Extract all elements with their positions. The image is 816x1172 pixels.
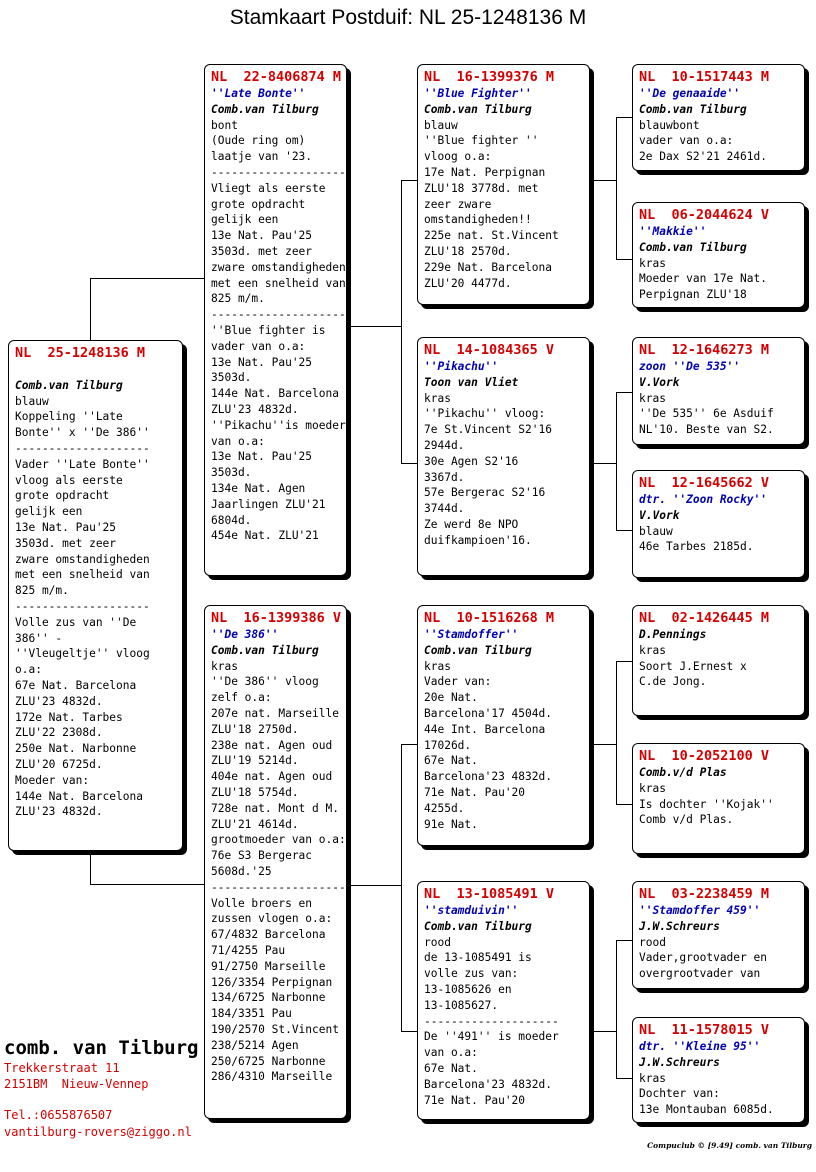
pedigree-note-line: rood [424, 935, 451, 949]
blank-line [15, 362, 176, 378]
pedigree-note-line: zeer zware [424, 197, 492, 211]
pedigree-note-line: 44e Int. Barcelona [424, 722, 546, 736]
pedigree-note-line: ZLU'21 4614d. [211, 817, 299, 831]
ring-number: NL 14-1084365 V [424, 342, 555, 358]
pigeon-name: ''De genaaide'' [639, 87, 741, 100]
connector-line [401, 744, 417, 745]
pedigree-note-line: duifkampioen'16. [424, 533, 532, 547]
breeder-name: Comb.van Tilburg [424, 919, 532, 933]
breeder-name: Comb.van Tilburg [424, 102, 532, 116]
pedigree-note-line: met een snelheid van [211, 276, 346, 290]
connector-line [90, 884, 204, 885]
pedigree-note-line: van o.a: [424, 1046, 478, 1060]
pedigree-note-line: 71e Nat. Pau'20 [424, 1093, 526, 1107]
pedigree-note-line: 17026d. [424, 738, 472, 752]
pedigree-note-line: 144e Nat. Barcelona [15, 789, 143, 803]
ring-number: NL 12-1645662 V [639, 475, 770, 491]
pedigree-note-line: ZLU'18 5754d. [211, 785, 299, 799]
pigeon-card-fm[interactable] [417, 337, 590, 576]
pedigree-note-line: 250/6725 Narbonne [211, 1054, 326, 1068]
pedigree-note-line: vloog als eerste [15, 473, 123, 487]
pedigree-note-line: (Oude ring om) [211, 134, 306, 148]
pedigree-note-line: rood [639, 935, 666, 949]
connector-line [616, 259, 632, 260]
pedigree-note-line: 144e Nat. Barcelona [211, 387, 339, 401]
pigeon-card-mfm[interactable] [632, 743, 805, 854]
pedigree-note-line: -------------------- [211, 308, 346, 322]
pigeon-name: ''stamduivin'' [424, 904, 519, 917]
pedigree-note-line: met een snelheid van [15, 568, 150, 582]
pedigree-note-line: 3503d. [211, 371, 252, 385]
pigeon-card-ffm[interactable] [632, 202, 805, 308]
pedigree-note-line: -------------------- [424, 1014, 559, 1028]
pedigree-note-line: Barcelona'17 4504d. [424, 706, 552, 720]
pedigree-note-line: 91e Nat. [424, 817, 478, 831]
connector-line [590, 180, 617, 181]
pedigree-note-line: vader van o.a: [639, 134, 734, 148]
pedigree-note-line: 172e Nat. Tarbes [15, 710, 123, 724]
pigeon-name: ''Pikachu'' [424, 360, 499, 373]
connector-line [590, 744, 617, 745]
pigeon-card-mmm[interactable] [632, 1017, 805, 1123]
connector-line [616, 940, 632, 941]
ring-number: NL 10-1516268 M [424, 610, 555, 626]
pigeon-name: ''Stamdoffer'' [424, 628, 519, 641]
pigeon-name: ''Stamdoffer 459'' [639, 904, 761, 917]
breeder-name: D.Pennings [639, 628, 707, 641]
owner-street: Trekkerstraat 11 [4, 1061, 120, 1075]
pedigree-note-line: Moeder van 17e Nat. [639, 272, 767, 286]
pedigree-note-line: Is dochter ''Kojak'' [639, 797, 774, 811]
pedigree-note-line: 13-1085627. [424, 998, 499, 1012]
pedigree-note-line: ZLU'18 2750d. [211, 722, 299, 736]
pedigree-note-line: 225e nat. St.Vincent [424, 229, 559, 243]
pedigree-note-line: omstandigheden!! [424, 213, 532, 227]
pedigree-note-line: Volle zus van ''De [15, 615, 137, 629]
pedigree-note-line: 13e Nat. Pau'25 [211, 229, 313, 243]
pedigree-note-line: 6804d. [211, 513, 252, 527]
pedigree-note-line: 71e Nat. Pau'20 [424, 785, 526, 799]
breeder-name: Comb.van Tilburg [211, 102, 319, 116]
owner-city: 2151BM Nieuw-Vennep [4, 1077, 149, 1091]
pigeon-card-fmf[interactable] [632, 337, 805, 445]
pigeon-card-fff[interactable] [632, 64, 805, 171]
pedigree-note-line: zelf o.a: [211, 691, 272, 705]
pedigree-note-line: blauw [639, 524, 673, 538]
pigeon-card-mff[interactable] [632, 605, 805, 716]
pedigree-note-line: 67e Nat. [424, 1061, 478, 1075]
connector-line [90, 851, 91, 884]
pedigree-note-line: 728e nat. Mont d M. [211, 801, 339, 815]
pedigree-note-line: Moeder van: [15, 773, 90, 787]
pigeon-name: dtr. ''Kleine 95'' [639, 1040, 761, 1053]
pedigree-note-line: 134/6725 Narbonne [211, 991, 326, 1005]
pedigree-note-line: Bonte'' x ''De 386'' [15, 426, 150, 440]
pedigree-note-line: kras [639, 781, 666, 795]
connector-line [616, 940, 617, 1078]
pedigree-note-line: 76e S3 Bergerac [211, 849, 313, 863]
connector-line [347, 326, 402, 327]
pedigree-note-line: 67/4832 Barcelona [211, 928, 326, 942]
pedigree-note-line: ZLU'23 4832d. [211, 402, 299, 416]
pedigree-note-line: Vader ''Late Bonte'' [15, 457, 150, 471]
pedigree-note-line: 91/2750 Marseille [211, 959, 326, 973]
pedigree-note-line: 238e nat. Agen oud [211, 738, 333, 752]
pedigree-note-line: ''De 386'' vloog [211, 675, 319, 689]
pedigree-note-line: 134e Nat. Agen [211, 481, 306, 495]
connector-line [616, 661, 632, 662]
pedigree-note-line: 30e Agen S2'16 [424, 454, 519, 468]
pedigree-note-line: Soort J.Ernest x [639, 659, 747, 673]
ring-number: NL 12-1646273 M [639, 342, 770, 358]
pedigree-note-line: van o.a: [211, 434, 265, 448]
breeder-name: Comb.van Tilburg [424, 643, 532, 657]
pedigree-note-line: Barcelona'23 4832d. [424, 770, 552, 784]
pedigree-note-line: 13e Nat. Pau'25 [211, 450, 313, 464]
pedigree-note-line: 20e Nat. [424, 691, 478, 705]
pedigree-note-line: de 13-1085491 is [424, 951, 532, 965]
pedigree-note-line: grootmoeder van o.a: [211, 833, 346, 847]
connector-line [590, 1031, 617, 1032]
pedigree-note-line: 825 m/m. [15, 584, 69, 598]
connector-line [590, 463, 617, 464]
breeder-name: J.W.Schreurs [639, 919, 720, 933]
pedigree-note-line: Dochter van: [639, 1087, 720, 1101]
pedigree-note-line: ZLU'18 3778d. met [424, 181, 539, 195]
ring-number: NL 02-1426445 M [639, 610, 770, 626]
pedigree-note-line: bont [211, 118, 238, 132]
pigeon-name: dtr. ''Zoon Rocky'' [639, 493, 767, 506]
owner-name: comb. van Tilburg [4, 1037, 199, 1059]
pigeon-card-mf[interactable] [417, 605, 590, 846]
pedigree-note-line: 238/5214 Agen [211, 1038, 299, 1052]
pedigree-note-line: ZLU'23 4832d. [15, 805, 103, 819]
pigeon-card-mm[interactable] [417, 881, 590, 1120]
pigeon-card-fmm[interactable] [632, 470, 805, 578]
pedigree-note-line: ''Vleugeltje'' vloog [15, 647, 150, 661]
connector-line [616, 392, 617, 530]
pedigree-note-line: Jaarlingen ZLU'21 [211, 497, 326, 511]
pedigree-note-line: 57e Bergerac S2'16 [424, 486, 546, 500]
pigeon-name: zoon ''De 535'' [639, 360, 741, 373]
pedigree-note-line: 13e Nat. Pau'25 [15, 520, 117, 534]
pedigree-note-line: zussen vlogen o.a: [211, 912, 333, 926]
pedigree-note-line: 825 m/m. [211, 292, 265, 306]
breeder-name: V.Vork [639, 508, 680, 522]
ring-number: NL 10-2052100 V [639, 748, 770, 764]
pedigree-note-line: kras [639, 1071, 666, 1085]
pedigree-note-line: 190/2570 St.Vincent [211, 1022, 339, 1036]
pedigree-note-line: Comb v/d Plas. [639, 813, 734, 827]
connector-line [401, 744, 402, 1031]
pedigree-note-line: ZLU'20 6725d. [15, 757, 103, 771]
connector-line [90, 278, 91, 340]
pedigree-note-line: 404e nat. Agen oud [211, 770, 333, 784]
pigeon-card-mmf[interactable] [632, 881, 805, 989]
breeder-name: Comb.van Tilburg [15, 378, 123, 392]
pigeon-card-mother[interactable] [204, 605, 347, 1119]
pedigree-note-line: ZLU'19 5214d. [211, 754, 299, 768]
pedigree-note-line: -------------------- [15, 599, 150, 613]
pigeon-card-father[interactable] [204, 64, 347, 576]
connector-line [616, 530, 632, 531]
pedigree-note-line: Barcelona'23 4832d. [424, 1077, 552, 1091]
pedigree-note-line: kras [211, 659, 238, 673]
pedigree-note-line: 13-1085626 en [424, 982, 512, 996]
pedigree-note-line: 3367d. [424, 470, 465, 484]
pedigree-note-line: kras [639, 643, 666, 657]
pedigree-note-line: gelijk een [211, 213, 279, 227]
pedigree-note-line: ''Pikachu''is moeder [211, 418, 346, 432]
pedigree-note-line: 67e Nat. [424, 754, 478, 768]
pedigree-note-line: kras [424, 659, 451, 673]
ring-number: NL 11-1578015 V [639, 1022, 770, 1038]
pedigree-note-line: laatje van '23. [211, 150, 313, 164]
pedigree-note-line: C.de Jong. [639, 675, 707, 689]
connector-line [90, 278, 204, 279]
pedigree-note-line: 4255d. [424, 801, 465, 815]
pedigree-note-line: 454e Nat. ZLU'21 [211, 529, 319, 543]
pigeon-name: ''Makkie'' [639, 225, 707, 238]
connector-line [347, 885, 402, 886]
pedigree-note-line: NL'10. Beste van S2. [639, 423, 774, 437]
pedigree-note-line: 13e Montauban 6085d. [639, 1103, 774, 1117]
pedigree-note-line: 2944d. [424, 438, 465, 452]
pedigree-note-line: 3503d. [211, 466, 252, 480]
pedigree-note-line: grote opdracht [15, 489, 110, 503]
breeder-name: Comb.v/d Plas [639, 766, 727, 779]
pedigree-note-line: 286/4310 Marseille [211, 1070, 333, 1084]
pedigree-note-line: o.a: [15, 663, 42, 677]
connector-line [401, 180, 402, 463]
pedigree-note-line: 2e Dax S2'21 2461d. [639, 150, 767, 164]
pedigree-note-line: vader van o.a: [211, 339, 306, 353]
pedigree-note-line: blauw [424, 118, 458, 132]
connector-line [401, 463, 417, 464]
pedigree-note-line: Volle broers en [211, 896, 313, 910]
connector-line [616, 1078, 632, 1079]
pedigree-note-line: blauw [15, 394, 49, 408]
pedigree-note-line: De ''491'' is moeder [424, 1030, 559, 1044]
pedigree-note-line: 5608d.'25 [211, 864, 272, 878]
pedigree-note-line: 71/4255 Pau [211, 943, 286, 957]
ring-number: NL 03-2238459 M [639, 886, 770, 902]
pedigree-note-line: ''Blue fighter '' [424, 134, 539, 148]
pigeon-card-subject[interactable] [8, 340, 183, 851]
owner-phone: Tel.:0655876507 [4, 1108, 113, 1122]
pedigree-note-line: vloog o.a: [424, 150, 492, 164]
pedigree-note-line: volle zus van: [424, 967, 519, 981]
pedigree-note-line: ''De 535'' 6e Asduif [639, 407, 774, 421]
pedigree-note-line: Vader,grootvader en [639, 951, 767, 965]
pigeon-name: ''Late Bonte'' [211, 87, 306, 100]
pedigree-note-line: kras [424, 391, 451, 405]
pedigree-note-line: zware omstandigheden [211, 260, 346, 274]
pedigree-note-line: 3744d. [424, 502, 465, 516]
pedigree-note-line: 13e Nat. Pau'25 [211, 355, 313, 369]
pigeon-card-ff[interactable] [417, 64, 590, 305]
pedigree-note-line: 17e Nat. Perpignan [424, 165, 546, 179]
pedigree-note-line: ZLU'23 4832d. [15, 694, 103, 708]
pedigree-note-line: 184/3351 Pau [211, 1007, 292, 1021]
connector-line [616, 661, 617, 804]
pedigree-note-line: 250e Nat. Narbonne [15, 742, 137, 756]
connector-line [616, 117, 617, 259]
breeder-name: Comb.van Tilburg [639, 240, 747, 254]
pedigree-note-line: ZLU'18 2570d. [424, 244, 512, 258]
pedigree-note-line: 386'' - [15, 631, 63, 645]
ring-number: NL 10-1517443 M [639, 69, 770, 85]
pedigree-note-line: ZLU'22 2308d. [15, 726, 103, 740]
pedigree-note-line: Koppeling ''Late [15, 410, 123, 424]
ring-number: NL 16-1399386 V [211, 610, 342, 626]
pedigree-note-line: 7e St.Vincent S2'16 [424, 423, 552, 437]
pedigree-note-line: -------------------- [211, 165, 346, 179]
pedigree-note-line: 126/3354 Perpignan [211, 975, 333, 989]
connector-line [401, 1031, 417, 1032]
ring-number: NL 13-1085491 V [424, 886, 555, 902]
owner-email: vantilburg-rovers@ziggo.nl [4, 1125, 192, 1139]
pigeon-name: ''Blue Fighter'' [424, 87, 532, 100]
pedigree-note-line: Ze werd 8e NPO [424, 517, 519, 531]
pedigree-note-line: grote opdracht [211, 197, 306, 211]
pedigree-note-line: 67e Nat. Barcelona [15, 678, 137, 692]
breeder-name: J.W.Schreurs [639, 1055, 720, 1069]
connector-line [401, 180, 417, 181]
pedigree-note-line: ZLU'20 4477d. [424, 276, 512, 290]
connector-line [616, 804, 632, 805]
pedigree-note-line: 3503d. met zeer [211, 244, 313, 258]
ring-number: NL 22-8406874 M [211, 69, 342, 85]
pedigree-note-line: Vader van: [424, 675, 492, 689]
pedigree-note-line: 3503d. met zeer [15, 536, 117, 550]
pedigree-note-line: gelijk een [15, 505, 83, 519]
pedigree-note-line: 229e Nat. Barcelona [424, 260, 552, 274]
pedigree-note-line: -------------------- [15, 441, 150, 455]
pedigree-note-line: overgrootvader van [639, 967, 761, 981]
software-credit: Compuclub © [9.49] comb. van Tilburg [647, 1141, 812, 1150]
breeder-name: Comb.van Tilburg [211, 643, 319, 657]
pedigree-note-line: -------------------- [211, 880, 346, 894]
pedigree-note-line: ''Blue fighter is [211, 323, 326, 337]
connector-line [616, 392, 632, 393]
pedigree-note-line: zware omstandigheden [15, 552, 150, 566]
breeder-name: V.Vork [639, 375, 680, 389]
pedigree-note-line: 207e nat. Marseille [211, 706, 339, 720]
pedigree-note-line: blauwbont [639, 118, 700, 132]
pedigree-note-line: ''Pikachu'' vloog: [424, 407, 546, 421]
connector-line [616, 117, 632, 118]
pedigree-note-line: kras [639, 256, 666, 270]
ring-number: NL 06-2044624 V [639, 207, 770, 223]
pigeon-name: ''De 386'' [211, 628, 279, 641]
pedigree-note-line: Vliegt als eerste [211, 181, 326, 195]
pedigree-note-line: Perpignan ZLU'18 [639, 288, 747, 302]
pedigree-note-line: 46e Tarbes 2185d. [639, 540, 754, 554]
ring-number: NL 25-1248136 M [15, 345, 146, 361]
breeder-name: Toon van Vliet [424, 375, 519, 389]
pedigree-note-line: kras [639, 391, 666, 405]
breeder-name: Comb.van Tilburg [639, 102, 747, 116]
ring-number: NL 16-1399376 M [424, 69, 555, 85]
page-title: Stamkaart Postduif: NL 25-1248136 M [229, 6, 587, 29]
